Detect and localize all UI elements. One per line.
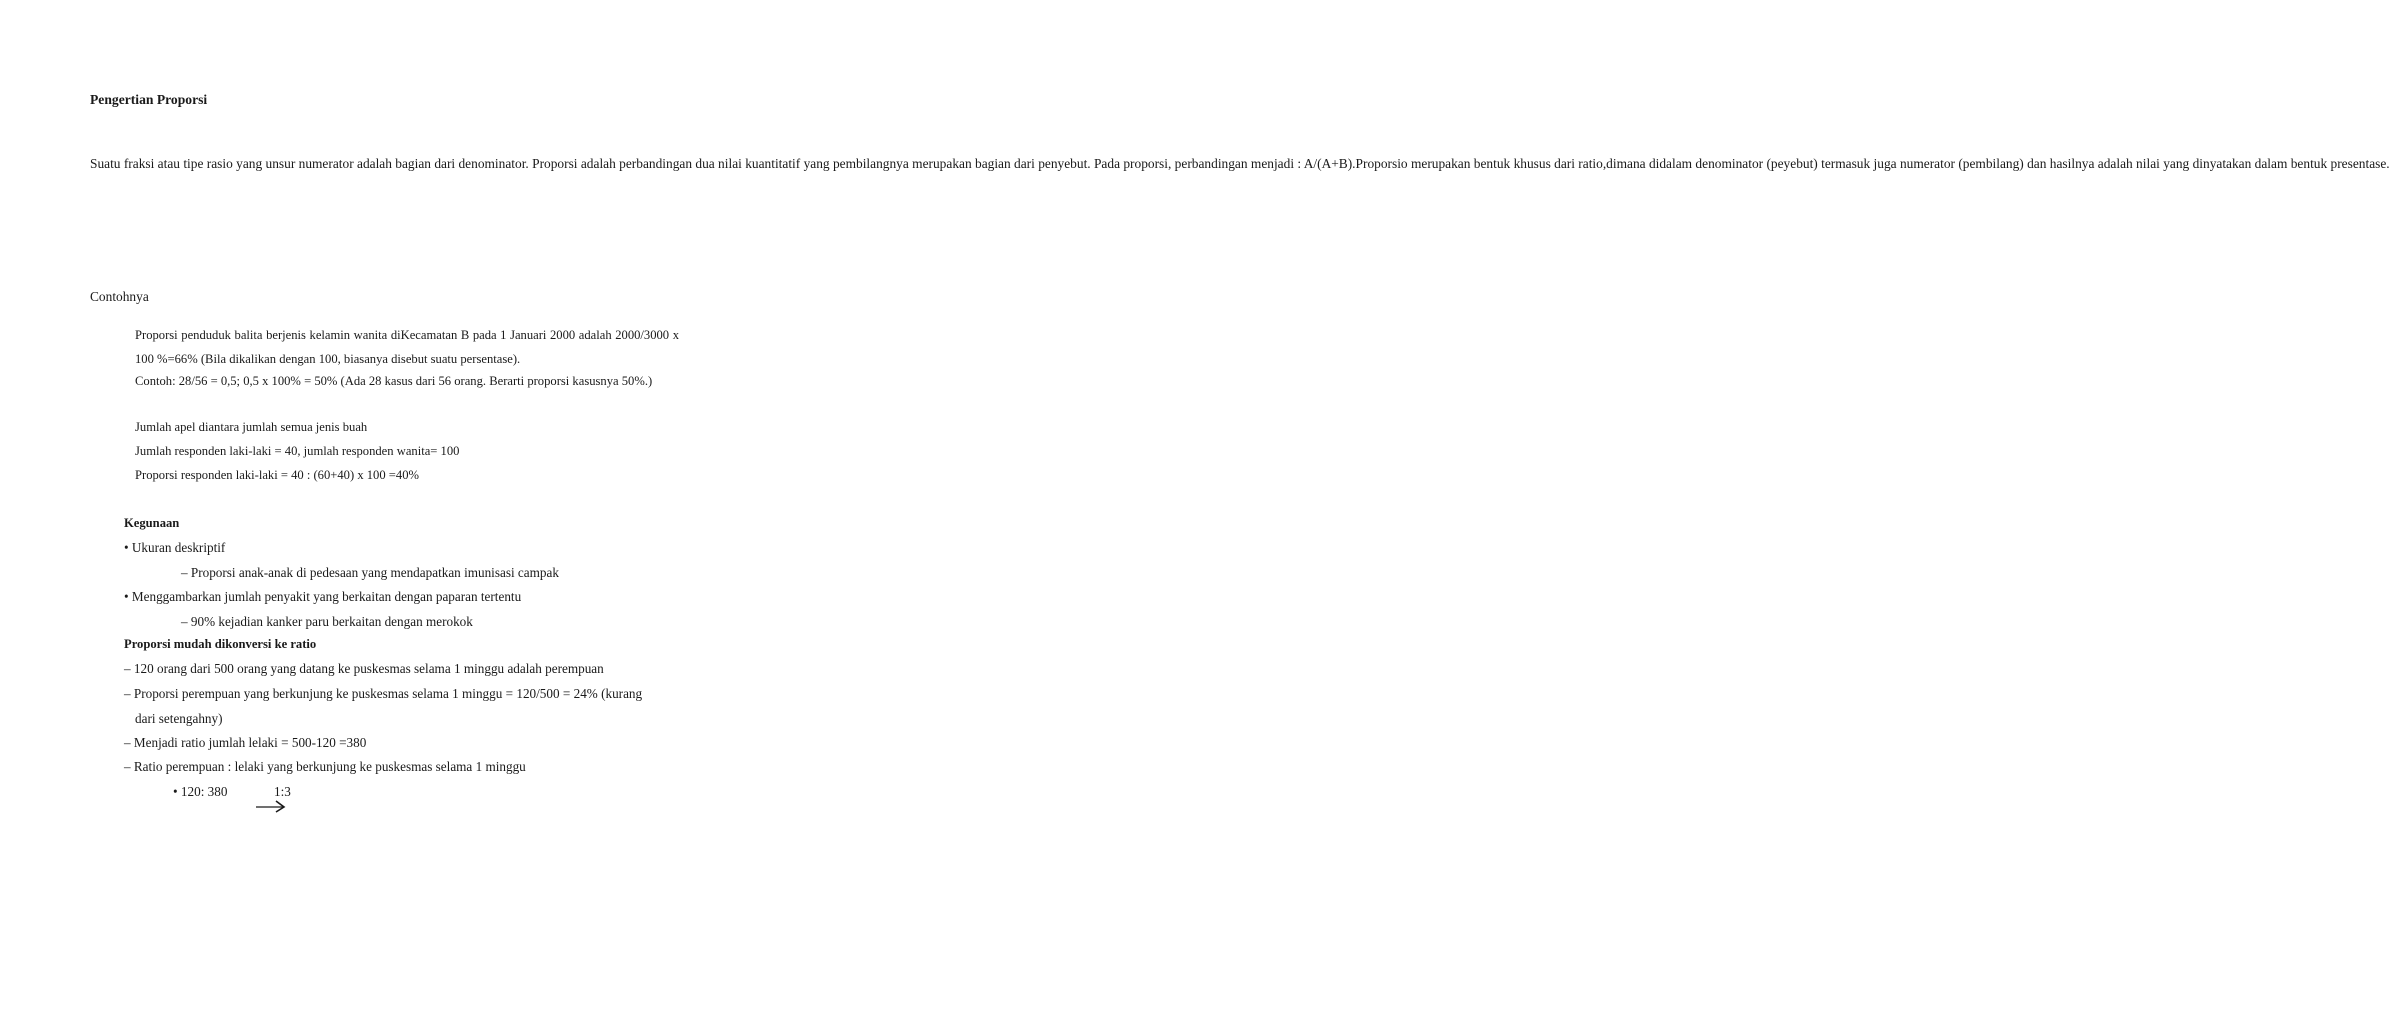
right-arrow-icon — [255, 799, 287, 813]
ratio-right: 1:3 — [274, 784, 291, 799]
kegunaan-heading: Kegunaan — [124, 516, 180, 530]
example-5: Proporsi responden laki-laki = 40 : (60+40) x 100 =40% — [135, 468, 419, 482]
konversi-line-4: – Ratio perempuan : lelaki yang berkunjung ke puskesmas selama 1 minggu — [124, 759, 526, 774]
definition-paragraph — [90, 151, 2390, 176]
konversi-line-3: – Menjadi ratio jumlah lelaki = 500-120 =380 — [124, 735, 367, 750]
example-2: Contoh: 28/56 = 0,5; 0,5 x 100% = 50% (Ada 28 kasus dari 56 orang. Berarti proporsi kasusnya 50%.) — [135, 374, 653, 388]
konversi-line-2a: – Proporsi perempuan yang berkunjung ke puskesmas selama 1 minggu = 120/500 = 24% (kurang — [124, 686, 643, 701]
example-4: Jumlah responden laki-laki = 40, jumlah responden wanita= 100 — [135, 444, 460, 458]
example-1: Proporsi penduduk balita berjenis kelamin wanita diKecamatan B pada 1 Januari 2000 adalah 2000/3000 x 100 %=66% (Bila dikalikan dengan 100, biasanya disebut suatu persentase). — [135, 328, 679, 366]
definition-text: Suatu fraksi atau tipe rasio yang unsur numerator adalah bagian dari denominator. Proporsi adalah perbandingan dua nilai kuantitatif yang pembilangnya merupakan bagian dari penyebut. Pada proporsi, perbandingan menjadi : A/(A+B).Proporsio merupakan bentuk khusus dari ratio,dimana didalam denominator (peyebut) termasuk juga numerator (pembilang) dan hasilnya adalah nilai yang dinyatakan dalam bentuk presentase. — [90, 156, 2390, 171]
konversi-line-2b: dari setengahny) — [135, 711, 223, 726]
examples-label: Contohnya — [90, 289, 149, 304]
page-title: Pengertian Proporsi — [90, 92, 208, 107]
konversi-heading: Proporsi mudah dikonversi ke ratio — [124, 637, 317, 651]
konversi-line-1: – 120 orang dari 500 orang yang datang ke puskesmas selama 1 minggu adalah perempuan — [124, 661, 604, 676]
kegunaan-sub-2: – 90% kejadian kanker paru berkaitan dengan merokok — [181, 614, 473, 629]
kegunaan-bullet-2: • Menggambarkan jumlah penyakit yang berkaitan dengan paparan tertentu — [124, 589, 522, 604]
kegunaan-sub-1: – Proporsi anak-anak di pedesaan yang mendapatkan imunisasi campak — [181, 565, 559, 580]
ratio-left: • 120: 380 — [173, 784, 228, 799]
kegunaan-bullet-1: • Ukuran deskriptif — [124, 540, 226, 555]
example-3: Jumlah apel diantara jumlah semua jenis buah — [135, 420, 368, 434]
